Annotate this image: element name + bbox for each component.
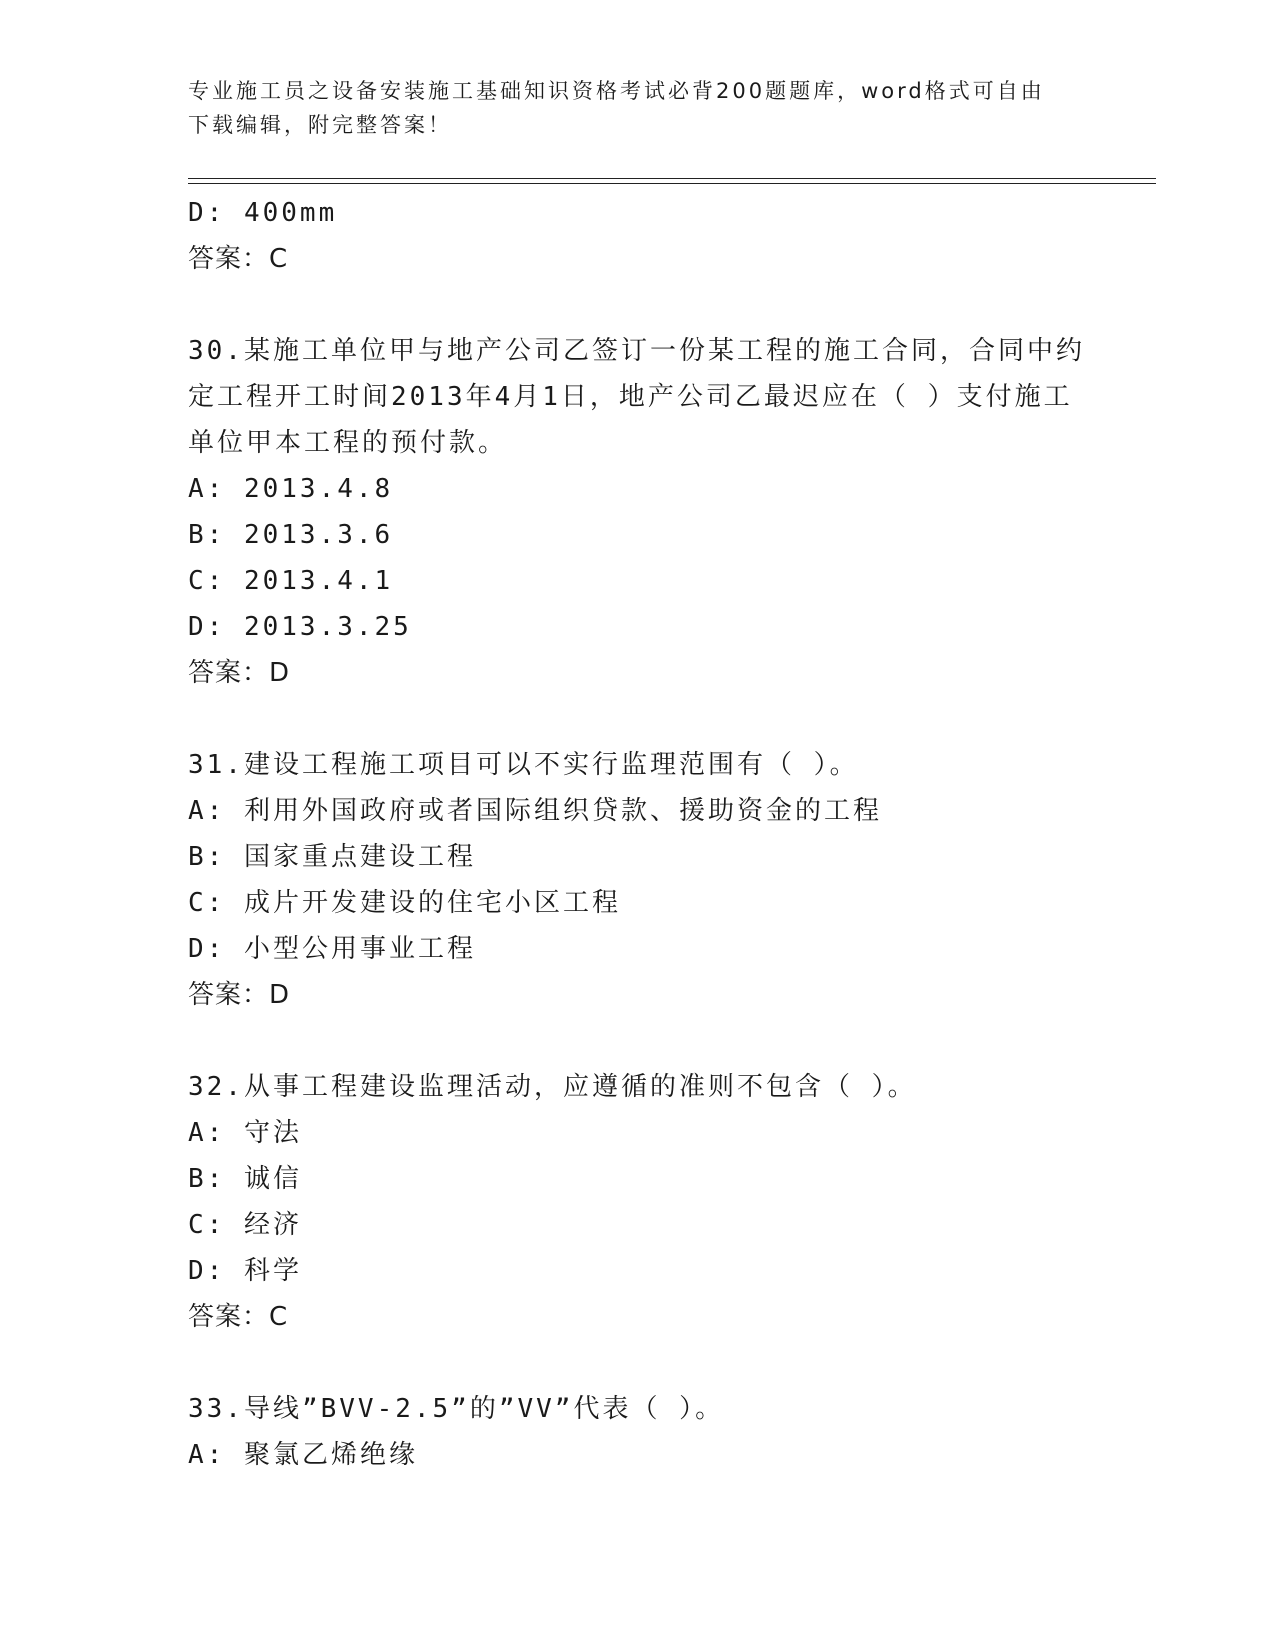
question-32: [188, 1064, 1088, 1340]
answer-line: 答案：C: [188, 1302, 289, 1332]
option-c: C: 经济: [188, 1210, 302, 1240]
option-b: B: 诚信: [188, 1164, 302, 1194]
question-list: [188, 190, 1088, 1478]
option-d: D: 400mm: [188, 198, 338, 228]
answer-line: 答案：C: [188, 244, 289, 274]
option-a: A: 聚氯乙烯绝缘: [188, 1440, 418, 1470]
question-33: [188, 1386, 1088, 1478]
document-header-title: 专业施工员之设备安装施工基础知识资格考试必背200题题库，word格式可自由下载编辑，附完整答案！: [188, 79, 1045, 137]
option-b: B: 2013.3.6: [188, 520, 394, 550]
option-a: A: 2013.4.8: [188, 474, 394, 504]
header-rule-top: [188, 178, 1156, 179]
option-d: D: 2013.3.25: [188, 612, 412, 642]
answer-line: 答案：D: [188, 658, 291, 688]
answer-line: 答案：D: [188, 980, 291, 1010]
option-d: D: 小型公用事业工程: [188, 934, 476, 964]
option-a: A: 利用外国政府或者国际组织贷款、援助资金的工程: [188, 796, 882, 826]
option-a: A: 守法: [188, 1118, 302, 1148]
question-stem: 32.从事工程建设监理活动，应遵循的准则不包含（ ）。: [188, 1072, 917, 1102]
question-30: [188, 328, 1088, 696]
question-stem: 31.建设工程施工项目可以不实行监理范围有（ ）。: [188, 750, 859, 780]
header-rule-bottom: [188, 183, 1156, 184]
question-stem: 33.导线”BVV-2.5”的”VV”代表（ ）。: [188, 1394, 725, 1424]
question-stem: 30.某施工单位甲与地产公司乙签订一份某工程的施工合同，合同中约定工程开工时间2013年4月1日，地产公司乙最迟应在（ ）支付施工单位甲本工程的预付款。: [188, 336, 1085, 458]
option-c: C: 2013.4.1: [188, 566, 394, 596]
option-b: B: 国家重点建设工程: [188, 842, 476, 872]
question-31: [188, 742, 1088, 1018]
option-d: D: 科学: [188, 1256, 302, 1286]
option-c: C: 成片开发建设的住宅小区工程: [188, 888, 621, 918]
